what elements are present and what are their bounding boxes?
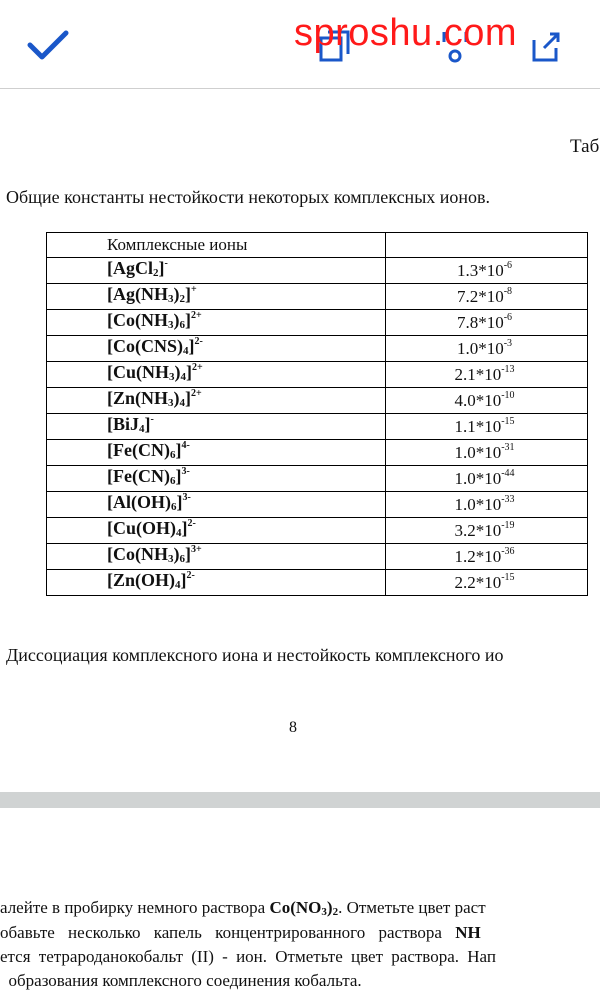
constant-cell: $1.3*10^{-6}$ <box>386 258 588 284</box>
checkmark-icon <box>26 28 70 62</box>
paragraph-line: обавьте несколько капель концентрированного раствора NH <box>0 923 481 942</box>
table-row <box>47 492 588 518</box>
ion-cell: $[Al(OH)_6]^{3-}$ <box>47 492 386 518</box>
table-row <box>47 336 588 362</box>
ion-cell: $[Co(NH_3)_6]^{2+}$ <box>47 310 386 336</box>
constant-cell: $1.2*10^{-36}$ <box>386 544 588 570</box>
confirm-button[interactable] <box>22 22 74 68</box>
table-row <box>47 440 588 466</box>
constant-cell: $3.2*10^{-19}$ <box>386 518 588 544</box>
ion-cell: $[Zn(OH)_4]^{2-}$ <box>47 570 386 596</box>
table-row <box>47 362 588 388</box>
constant-cell: $1.0*10^{-31}$ <box>386 440 588 466</box>
page-separator <box>0 792 600 808</box>
constant-cell: $7.2*10^{-8}$ <box>386 284 588 310</box>
ion-cell: $[Zn(NH_3)_4]^{2+}$ <box>47 388 386 414</box>
table-row <box>47 544 588 570</box>
ion-cell: $[Co(NH_3)_6]^{3+}$ <box>47 544 386 570</box>
ion-cell: $[Fe(CN)_6]^{3-}$ <box>47 466 386 492</box>
constant-cell: $2.1*10^{-13}$ <box>386 362 588 388</box>
constant-cell: $1.0*10^{-3}$ <box>386 336 588 362</box>
ion-cell: $[Co(CNS)_4]^{2-}$ <box>47 336 386 362</box>
constant-cell: $7.8*10^{-6}$ <box>386 310 588 336</box>
ion-cell: $[Cu(NH_3)_4]^{2+}$ <box>47 362 386 388</box>
table-row <box>47 284 588 310</box>
paragraph-line: образования комплексного соединения кобальта. <box>8 971 362 990</box>
table-row <box>47 518 588 544</box>
table-row <box>47 310 588 336</box>
formula: $Co(NO_3)_2$ <box>269 898 339 918</box>
document-page <box>0 89 600 792</box>
paragraph-line: алейте в пробирку немного раствора $Co(NO_3)_2$. Отметьте цвет раст <box>0 898 486 918</box>
table-row <box>47 570 588 596</box>
table-row <box>47 258 588 284</box>
header-ions: Комплексные ионы <box>47 233 386 258</box>
constant-cell: $1.1*10^{-15}$ <box>386 414 588 440</box>
export-icon[interactable] <box>528 28 562 64</box>
constants-table <box>46 232 588 596</box>
table-caption: Общие константы нестойкости некоторых комплексных ионов. <box>6 187 491 207</box>
section-heading: Диссоциация комплексного иона и нестойкость комплексного ио <box>6 645 504 665</box>
paragraph-line: ется тетрароданокобальт (II) - ион. Отметьте цвет раствора. Нап <box>0 947 496 966</box>
constant-cell: $4.0*10^{-10}$ <box>386 388 588 414</box>
ion-cell: $[Ag(NH_3)_2]^+$ <box>47 284 386 310</box>
ion-cell: [AgCl$_2$]- <box>47 258 386 284</box>
table-row <box>47 414 588 440</box>
table-row <box>47 388 588 414</box>
ion-cell: $[Fe(CN)_6]^{4-}$ <box>47 440 386 466</box>
page-number: 8 <box>289 719 297 736</box>
ion-cell: $[Cu(OH)_4]^{2-}$ <box>47 518 386 544</box>
constant-cell: $1.0*10^{-33}$ <box>386 492 588 518</box>
table-header-row <box>47 233 588 258</box>
ion-cell: [BiJ$_4$]- <box>47 414 386 440</box>
toolbar <box>0 0 600 89</box>
table-row <box>47 466 588 492</box>
header-constant <box>386 233 588 258</box>
table-label: Таб <box>570 136 600 157</box>
document-page-2 <box>0 808 600 1000</box>
watermark: sproshu.com <box>294 12 518 54</box>
constant-cell: $1.0*10^{-44}$ <box>386 466 588 492</box>
constant-cell: $2.2*10^{-15}$ <box>386 570 588 596</box>
